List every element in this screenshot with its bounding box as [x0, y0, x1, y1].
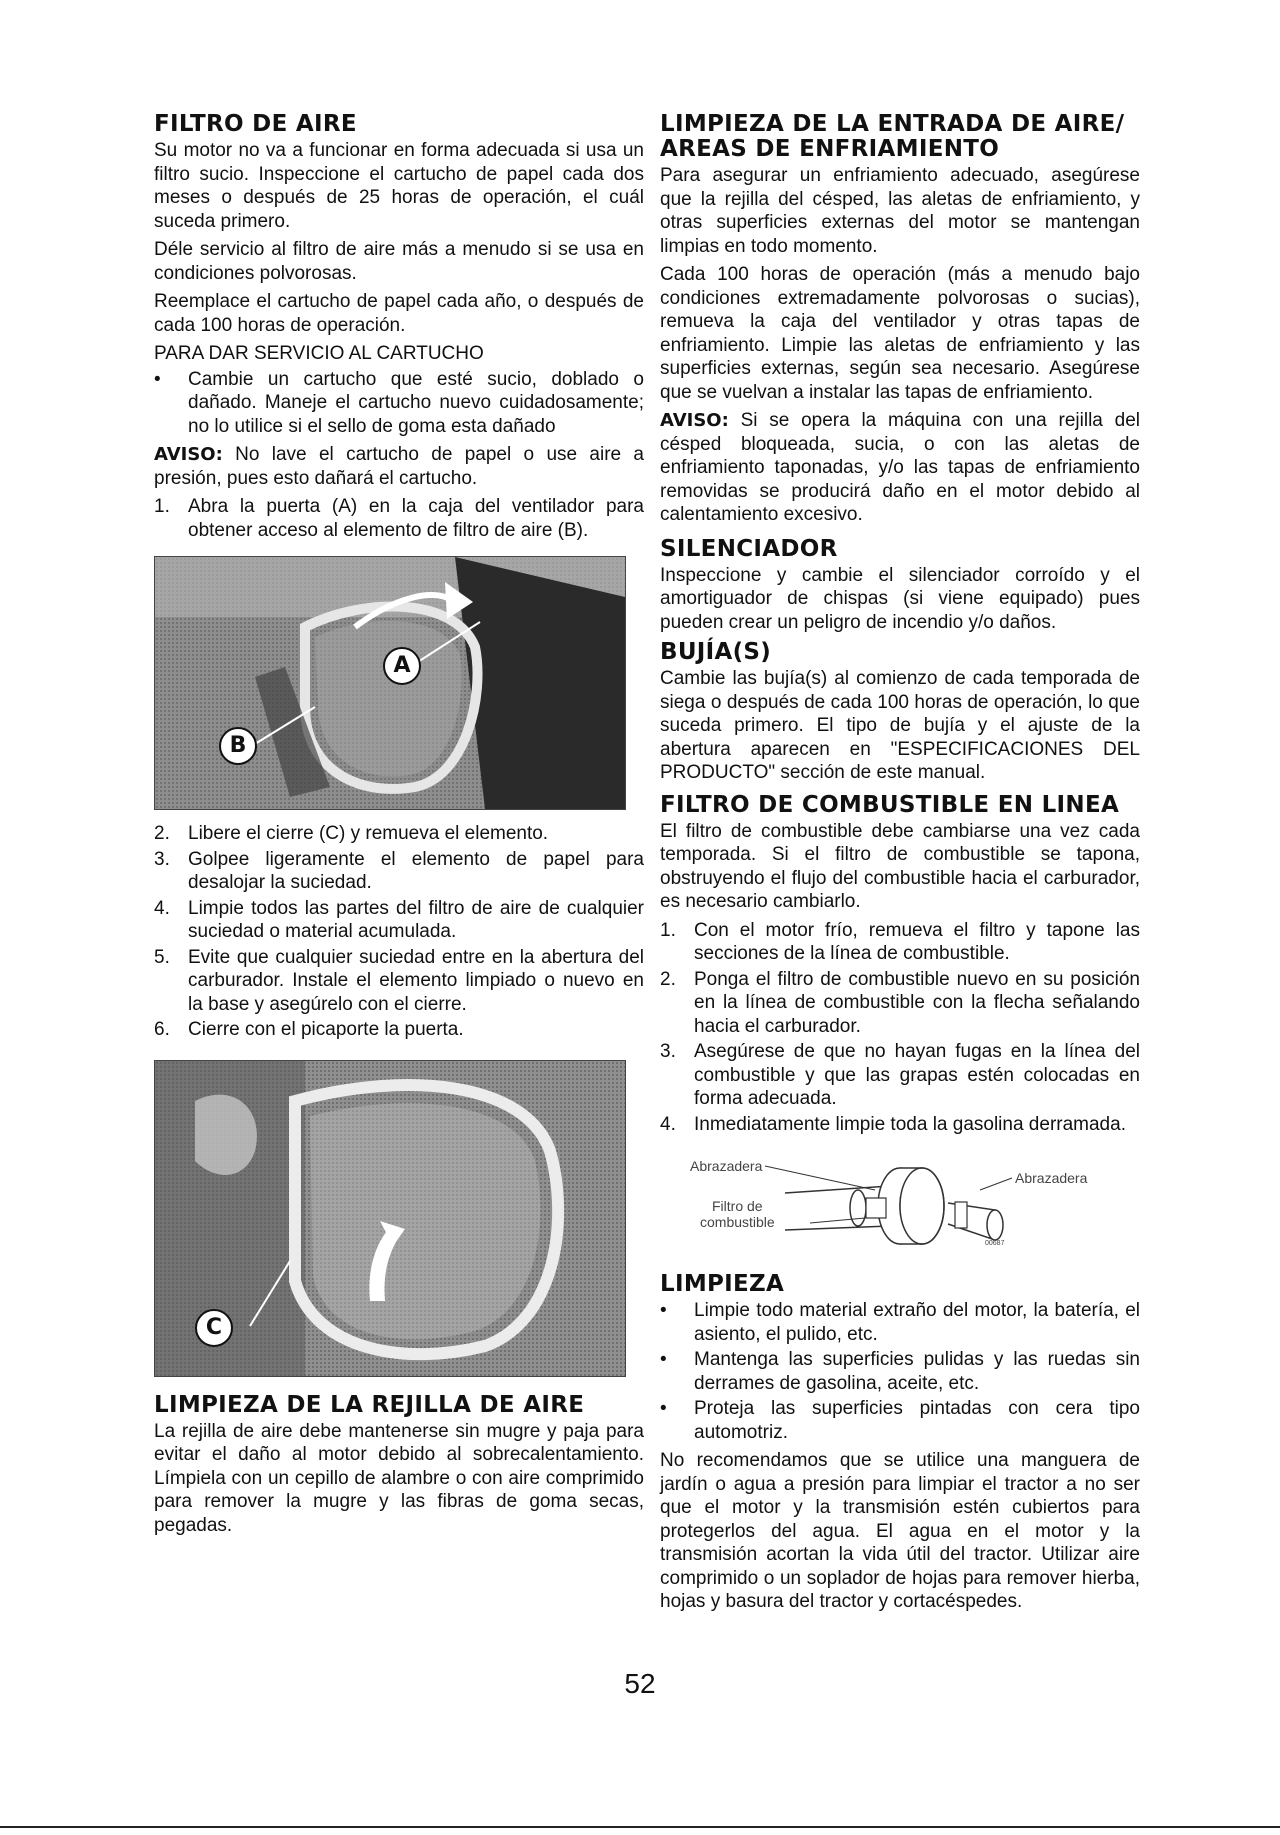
- paragraph: Inspeccione y cambie el silenciador corroído y el amortiguador de chispas (si viene equipado) pues pueden crear un peligro de incendio y/o daños.: [660, 564, 1140, 633]
- label-combustible: combustible: [700, 1214, 775, 1230]
- paragraph: Cada 100 horas de operación (más a menudo bajo condiciones extremadamente polvorosas o sucias), remueva la caja del ventilador y otras tapas de enfriamiento. Limpie las aletas de enfriamiento y las superficies externas, según sea necesario. Asegúrese que se vuelvan a instalar las tapas de enfriamiento.: [660, 264, 1140, 403]
- section-title-line2: AREAS DE ENFRIAMIENTO: [660, 136, 1000, 162]
- paragraph: No recomendamos que se utilice una manguera de jardín o agua a presión para limpiar el tractor a no ser que el motor y la transmisión estén cubiertos para protegerlos del agua. El agua en el motor y la transmisión acortan la vida útil del tractor. Utilizar aire comprimido o un soplador de hojas para remover hierba, hojas y basura del tractor y cortacéspedes.: [660, 1450, 1140, 1612]
- photo-filter-latch: [154, 1060, 626, 1377]
- list-item: 3. Golpee ligeramente el elemento de papel para desalojar la suciedad.: [154, 848, 644, 893]
- bullet-list: [154, 368, 644, 439]
- label-filtro: Filtro de: [712, 1198, 763, 1214]
- list-item: 3. Asegúrese de que no hayan fugas en la línea del combustible y que las grapas estén colocadas en forma adecuada.: [660, 1041, 1140, 1109]
- section-title: FILTRO DE AIRE: [154, 111, 357, 137]
- paragraph: Su motor no va a funcionar en forma adecuada si usa un filtro sucio. Inspeccione el cartucho de papel cada dos meses o después de 25 horas de operación, el cuál suceda primero.: [154, 140, 644, 232]
- label-abrazadera-right: Abrazadera: [1015, 1170, 1088, 1186]
- bullet-icon: •: [154, 368, 161, 390]
- list-item: 1. Abra la puerta (A) en la caja del ventilador para obtener acceso al elemento de filtro de aire (B).: [154, 496, 644, 541]
- section-limpieza-rejilla: [154, 1393, 644, 1538]
- paragraph: Cambie las bujía(s) al comienzo de cada temporada de siega o después de cada 100 horas de operación, lo que suceda primero. El tipo de bujía y el ajuste de la abertura aparecen en "ESPECIFICACIONES DEL PRODUCTO" sección de este manual.: [660, 668, 1140, 783]
- list-item: 4. Inmediatamente limpie toda la gasolina derramada.: [660, 1113, 1126, 1135]
- section-silenciador: [660, 537, 1140, 635]
- list-item: 4. Limpie todos las partes del filtro de aire de cualquier suciedad o material acumulada.: [154, 897, 644, 942]
- list-item: • Limpie todo material extraño del motor, la batería, el asiento, el pulido, etc.: [660, 1300, 1140, 1345]
- bullet-icon: •: [660, 1398, 667, 1419]
- label-abrazadera-left: Abrazadera: [690, 1158, 763, 1174]
- bottom-divider: [0, 1826, 1280, 1828]
- section-title: FILTRO DE COMBUSTIBLE EN LINEA: [660, 791, 1120, 818]
- list-item: 1. Con el motor frío, remueva el filtro y tapone las secciones de la línea de combustible.: [660, 919, 1140, 964]
- photo-illustration: [155, 557, 625, 809]
- left-column: [154, 112, 644, 1542]
- callout-c: C: [195, 1309, 233, 1347]
- list-item: 6. Cierre con el picaporte la puerta.: [154, 1019, 464, 1040]
- paragraph: Reemplace el cartucho de papel cada año, o después de cada 100 horas de operación.: [154, 291, 644, 336]
- list-item: • Cambie un cartucho que esté sucio, doblado o dañado. Maneje el cartucho nuevo cuidadosamente; no lo utilice si el sello de goma esta dañado: [154, 368, 644, 437]
- list-item: • Mantenga las superficies pulidas y las ruedas sin derrames de gasolina, aceite, etc.: [660, 1349, 1140, 1394]
- fuel-filter-diagram: [690, 1148, 1090, 1258]
- paragraph: La rejilla de aire debe mantenerse sin mugre y paja para evitar el daño al motor debido al sobrecalentamiento. Límpiela con un cepillo de alambre o con aire comprimido para remover la mugre y las fibras de goma secas, pegadas.: [154, 1420, 644, 1536]
- section-entrada-de-aire: [660, 112, 1140, 527]
- section-title: BUJÍA(S): [660, 639, 772, 665]
- steps-list: [154, 495, 644, 542]
- bullet-icon: •: [660, 1349, 667, 1370]
- paragraph: El filtro de combustible debe cambiarse una vez cada temporada. Si el filtro de combustible se tapona, obstruyendo el flujo del combustible hacia el carburador, es necesario cambiarlo.: [660, 820, 1140, 912]
- callout-a: A: [383, 647, 421, 685]
- bullet-icon: •: [660, 1300, 667, 1321]
- list-item: 2. Libere el cierre (C) y remueva el elemento.: [154, 823, 549, 844]
- section-title: LIMPIEZA DE LA ENTRADA DE AIRE/: [660, 111, 1125, 137]
- paragraph: Déle servicio al filtro de aire más a menudo si se usa en condiciones polvorosas.: [154, 239, 644, 284]
- section-filtro-combustible: [660, 793, 1140, 1259]
- steps-list: [660, 919, 1140, 1137]
- section-title: LIMPIEZA: [660, 1271, 785, 1297]
- aviso-label: AVISO:: [154, 444, 223, 465]
- aviso-note: AVISO: Si se opera la máquina con una rejilla del césped bloqueada, sucia, o con las aletas de enfriamiento taponadas, y/o las tapas de enfriamiento removidas se producirá daño en el motor debido al calentamiento excesivo.: [660, 410, 1140, 525]
- section-filtro-de-aire: [154, 112, 644, 1377]
- right-column: [660, 112, 1140, 1619]
- list-item: 5. Evite que cualquier suciedad entre en la abertura del carburador. Instale el elemento limpiado o nuevo en la base y asegúrelo con el cierre.: [154, 946, 644, 1015]
- section-limpieza: [660, 1272, 1140, 1614]
- aviso-note: AVISO: No lave el cartucho de papel o use aire a presión, pues esto dañará el cartucho.: [154, 444, 644, 489]
- subheading: PARA DAR SERVICIO AL CARTUCHO: [154, 343, 484, 364]
- paragraph: Para asegurar un enfriamiento adecuado, asegúrese que la rejilla del césped, las aletas de enfriamiento, y otras superficies externas del motor se mantengan limpias en todo momento.: [660, 165, 1140, 257]
- steps-list: [154, 822, 644, 1042]
- list-item: • Proteja las superficies pintadas con cera tipo automotriz.: [660, 1398, 1140, 1443]
- section-title: SILENCIADOR: [660, 535, 838, 562]
- section-title: LIMPIEZA DE LA REJILLA DE AIRE: [154, 1391, 585, 1418]
- bullet-list: [660, 1299, 1140, 1444]
- photo-air-filter-door: [154, 556, 626, 810]
- callout-b: B: [219, 727, 257, 765]
- aviso-label: AVISO:: [660, 410, 729, 431]
- list-item: 2. Ponga el filtro de combustible nuevo en su posición en la línea de combustible con la flecha señalando hacia el carburador.: [660, 968, 1140, 1037]
- section-bujias: [660, 640, 1140, 785]
- diagram-code: 00687: [985, 1240, 1005, 1247]
- page-number: 52: [624, 1668, 656, 1699]
